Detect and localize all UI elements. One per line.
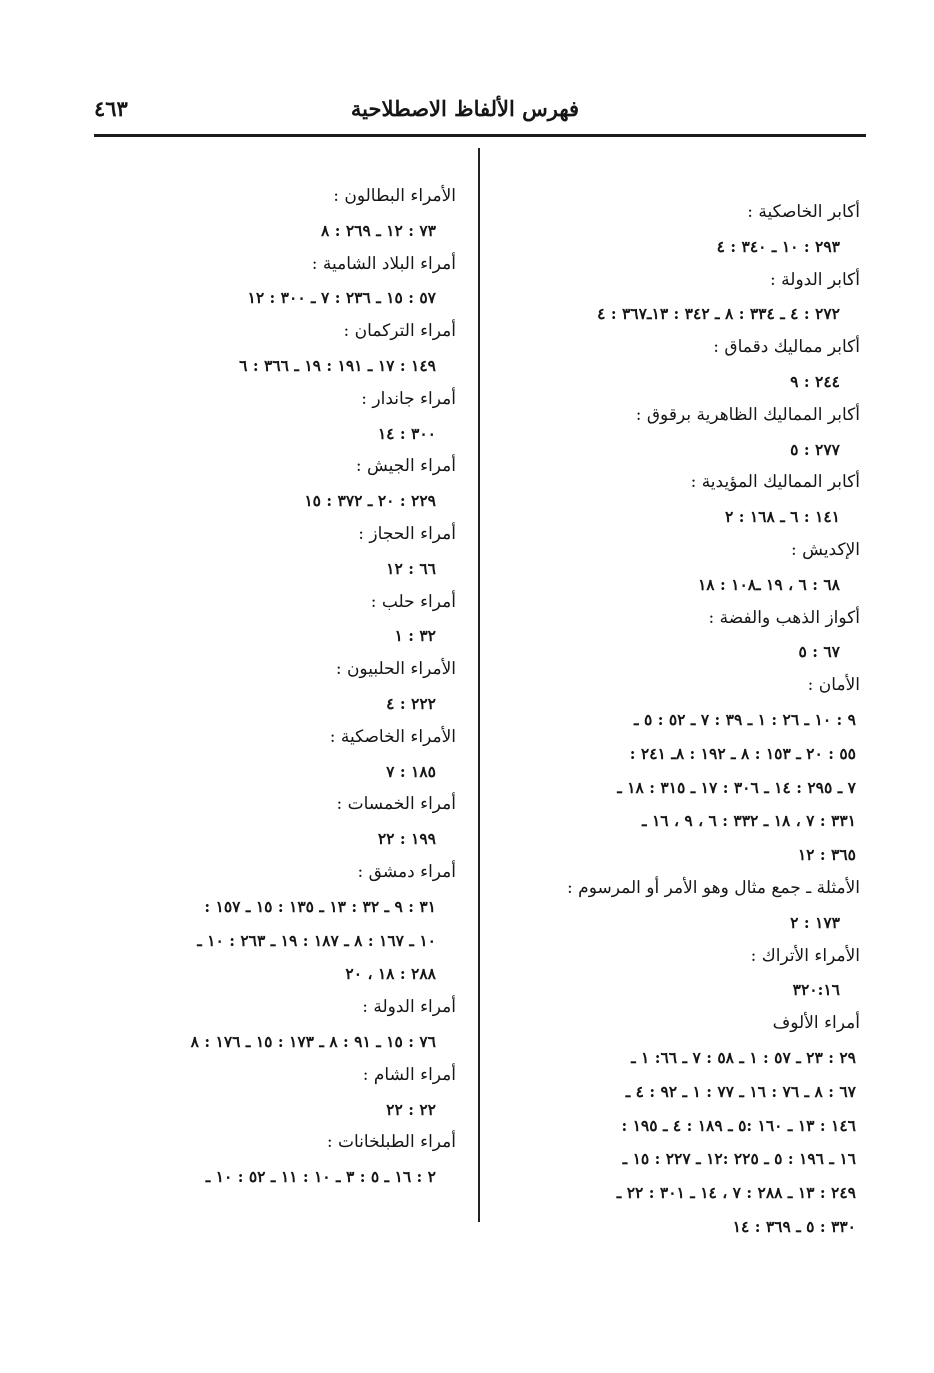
page-title: فهرس الألفاظ الاصطلاحية xyxy=(350,96,580,121)
index-references: ٧٣ : ١٢ ـ ٢٦٩ : ٨ xyxy=(321,220,436,240)
index-references: ١٧٣ : ٢ xyxy=(790,912,840,932)
index-references: ٦٨ : ٦ ، ١٩ ـ١٠٨ : ١٨ xyxy=(697,574,840,594)
index-term: الأمراء الأتراك : xyxy=(750,945,860,966)
index-references: ١٨٥ : ٧ xyxy=(386,761,436,781)
index-references: ٢٤٩ : ١٣ ـ ٢٨٨ : ٧ ، ١٤ ـ ٣٠١ : ٢٢ ـ xyxy=(616,1183,856,1203)
index-references: ١٤١ : ٦ ـ ١٦٨ : ٢ xyxy=(725,507,840,527)
index-references: ١٠ ـ ١٦٧ : ٨ ـ ١٨٧ : ١٩ ـ ٢٦٣ : ١٠ ـ xyxy=(197,930,436,950)
index-references: ٢٢٩ : ٢٠ ـ ٣٧٢ : ١٥ xyxy=(304,491,436,511)
index-term: أمراء الألوف xyxy=(772,1013,860,1034)
index-term: أكابر المماليك المؤيدية : xyxy=(690,472,860,493)
index-term: أكابر مماليك دقماق : xyxy=(713,337,860,358)
index-term: أكابر الدولة : xyxy=(770,269,860,290)
index-term: أمراء جاندار : xyxy=(361,388,456,409)
index-term: أمراء الدولة : xyxy=(362,997,456,1018)
index-term: الأمان : xyxy=(807,675,860,696)
index-references: ٦٦ : ١٢ xyxy=(386,558,436,578)
index-references: ٣٢٠:١٦ xyxy=(792,980,840,1000)
index-references: ٢٢٢ : ٤ xyxy=(386,693,436,713)
index-references: ٧٦ : ١٥ ـ ٩١ : ٨ ـ ١٧٣ : ١٥ ـ ١٧٦ : ٨ xyxy=(190,1031,436,1051)
index-references: ٣١ : ٩ ـ ٣٢ : ١٣ ـ ١٣٥ : ١٥ ـ ١٥٧ : xyxy=(204,896,436,916)
index-references: ١٤٩ : ١٧ ـ ١٩١ : ١٩ ـ ٣٦٦ : ٦ xyxy=(239,355,436,375)
index-references: ١٩٩ : ٢٢ xyxy=(377,829,436,849)
index-term: أمراء الحجاز : xyxy=(358,523,456,544)
index-references: ٢٩٣ : ١٠ ـ ٣٤٠ : ٤ xyxy=(716,236,840,256)
index-term: الإكديش : xyxy=(791,539,860,560)
index-term: الأمراء البطالون : xyxy=(333,186,456,206)
index-term: الأمثلة ـ جمع مثال وهو الأمر أو المرسوم : xyxy=(567,877,860,898)
index-references: ٢٨٨ : ١٨ ، ٢٠ xyxy=(345,964,436,984)
index-term: أمراء الطبلخانات : xyxy=(326,1132,456,1153)
index-references: ٣٦٥ : ١٢ xyxy=(797,845,856,865)
index-term: أمراء التركمان : xyxy=(343,321,456,342)
index-references: ٥٥ : ٢٠ ـ ١٥٣ : ٨ ـ ١٩٢ : ٨ـ ٢٤١ : xyxy=(629,743,856,763)
index-references: ٥٧ : ١٥ ـ ٢٣٦ : ٧ ـ ٣٠٠ : ١٢ xyxy=(247,288,436,308)
header-rule xyxy=(94,134,866,137)
index-references: ٣٢ : ١ xyxy=(394,626,436,646)
index-term: أكواز الذهب والفضة : xyxy=(708,607,860,628)
page-number: ٤٦٣ xyxy=(94,96,128,121)
index-references: ٧ ـ ٢٩٥ : ١٤ ـ ٣٠٦ : ١٧ ـ ٣١٥ : ١٨ ـ xyxy=(617,777,856,797)
right-column xyxy=(495,196,860,1244)
index-references: ٦٧ : ٥ xyxy=(798,642,840,662)
index-references: ٢٤٤ : ٩ xyxy=(790,371,840,391)
index-term: الأمراء الخاصكية : xyxy=(329,726,456,747)
index-references: ٢٧٧ : ٥ xyxy=(790,439,840,459)
index-term: أمراء دمشق : xyxy=(357,861,456,882)
index-references: ١٦ ـ ١٩٦ : ٥ ـ ٢٢٥ :١٢ ـ ٢٢٧ : ١٥ ـ xyxy=(622,1149,856,1169)
index-term: أمراء الشام : xyxy=(362,1064,456,1085)
index-references: ٢٢ : ٢٢ xyxy=(386,1099,436,1119)
index-references: ٢٩ : ٢٣ ـ ٥٧ : ١ ـ ٥٨ : ٧ ـ ٦٦: ١ ـ xyxy=(631,1047,856,1067)
index-references: ٣٠٠ : ١٤ xyxy=(377,423,436,443)
index-references: ٢٧٢ : ٤ ـ ٣٣٤ : ٨ ـ ٣٤٢ : ١٣ـ٣٦٧ : ٤ xyxy=(597,304,840,324)
index-references: ٩ : ١٠ ـ ٢٦ : ١ ـ ٣٩ : ٧ ـ ٥٢ : ٥ ـ xyxy=(634,709,856,729)
index-references: ٢ : ١٦ ـ ٥ : ٣ ـ ١٠ : ١١ ـ ٥٢ : ١٠ ـ xyxy=(205,1167,436,1187)
index-term: أكابر الخاصكية : xyxy=(747,202,860,222)
column-divider xyxy=(478,148,480,1222)
index-term: الأمراء الحلبيون : xyxy=(335,659,456,680)
index-term: أمراء الخمسات : xyxy=(336,794,456,815)
index-references: ١٤٦ : ١٣ ـ ١٦٠ :٥ ـ ١٨٩ : ٤ ـ ١٩٥ : xyxy=(621,1115,856,1135)
index-references: ٣٣٠ : ٥ ـ ٣٦٩ : ١٤ xyxy=(732,1216,856,1236)
index-term: أمراء حلب : xyxy=(370,591,456,612)
left-column xyxy=(90,180,456,1194)
index-references: ٦٧ : ٨ ـ ٧٦ : ١٦ ـ ٧٧ : ١ ـ ٩٢ : ٤ ـ xyxy=(625,1081,856,1101)
index-references: ٣٣١ : ٧ ، ١٨ ـ ٣٣٢ : ٦ ، ٩ ، ١٦ ـ xyxy=(642,811,856,831)
index-term: أمراء البلاد الشامية : xyxy=(311,253,456,274)
index-term: أكابر المماليك الظاهرية برقوق : xyxy=(635,404,860,425)
index-term: أمراء الجيش : xyxy=(355,456,456,477)
